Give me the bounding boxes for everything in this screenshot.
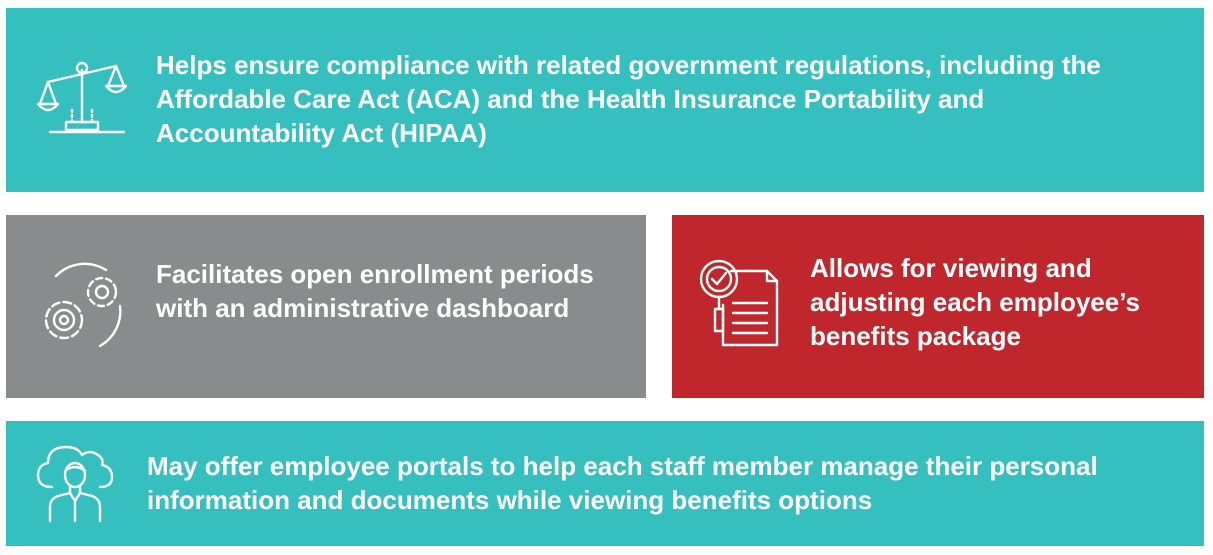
compliance-text: Helps ensure compliance with related government regulations, including the Affordable Care Act (ACA) and the Health Insurance Portability and Accountability Act (HIPAA) — [156, 50, 1101, 148]
document-magnifier-icon — [697, 255, 779, 349]
cloud-user-icon — [36, 441, 114, 523]
portals-text: May offer employee portals to help each staff member manage their personal information and documents while viewing benefits options — [147, 451, 1098, 515]
enrollment-text: Facilitates open enrollment periods with an administrative dashboard — [156, 259, 594, 323]
portals-card — [6, 421, 1204, 546]
scales-of-justice-icon — [36, 60, 128, 140]
compliance-card — [6, 8, 1204, 192]
enrollment-card — [6, 215, 646, 398]
benefits-text: Allows for viewing and adjusting each employee’s benefits package — [810, 253, 1140, 351]
benefits-card — [672, 215, 1204, 398]
gears-icon — [36, 262, 128, 354]
